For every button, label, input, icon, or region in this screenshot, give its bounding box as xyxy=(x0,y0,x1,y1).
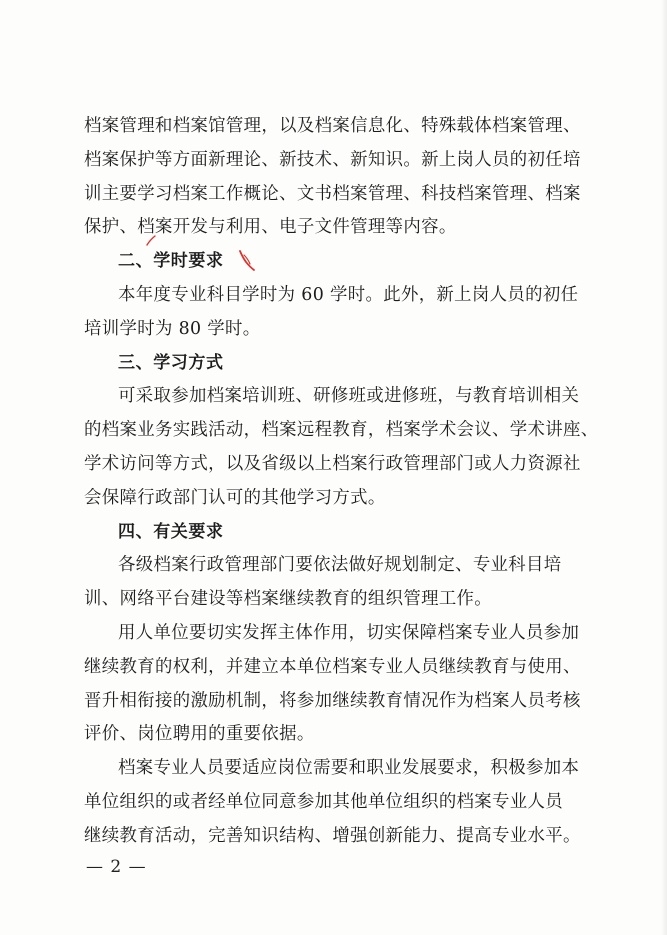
section-heading-hours: 二、学时要求 xyxy=(118,251,224,272)
paragraph-line: 保护、档案开发与利用、电子文件管理等内容。 xyxy=(84,217,457,238)
page-edge-shadow xyxy=(661,0,667,935)
paragraph-line: 档案管理和档案馆管理，以及档案信息化、特殊载体档案管理、 xyxy=(84,116,581,136)
paragraph-line: 评价、岗位聘用的重要依据。 xyxy=(84,724,315,745)
paragraph-line: 训主要学习档案工作概论、文书档案管理、科技档案管理、档案 xyxy=(84,183,581,204)
document-body xyxy=(84,110,599,854)
paragraph-line: 档案专业人员要适应岗位需要和职业发展要求，积极参加本 xyxy=(118,758,580,779)
paragraph-line: 学术访问等方式，以及省级以上档案行政管理部门或人力资源社 xyxy=(84,453,581,474)
paragraph-line: 各级档案行政管理部门要依法做好规划制定、专业科目培 xyxy=(118,555,562,576)
paragraph-line: 本年度专业科目学时为 60 学时。此外，新上岗人员的初任 xyxy=(118,284,579,305)
paragraph-line: 培训学时为 80 学时。 xyxy=(84,318,261,339)
paragraph-line: 用人单位要切实发挥主体作用，切实保障档案专业人员参加 xyxy=(118,622,580,643)
paragraph-line: 继续教育的权利，并建立本单位档案专业人员继续教育与使用、 xyxy=(84,656,581,677)
paragraph-line: 的档案业务实践活动，档案远程教育，档案学术会议、学术讲座、 xyxy=(84,420,599,441)
section-heading-requirements: 四、有关要求 xyxy=(118,521,224,542)
paragraph-line: 继续教育活动，完善知识结构、增强创新能力、提高专业水平。 xyxy=(84,825,581,846)
page-number: — 2 — xyxy=(86,857,147,877)
paragraph-line: 可采取参加档案培训班、研修班或进修班，与教育培训相关 xyxy=(118,386,580,407)
paragraph-line: 训、网络平台建设等档案继续教育的组织管理工作。 xyxy=(84,589,493,610)
paragraph-line: 档案保护等方面新理论、新技术、新知识。新上岗人员的初任培 xyxy=(84,149,581,170)
paragraph-line: 晋升相衔接的激励机制，将参加继续教育情况作为档案人员考核 xyxy=(84,690,581,711)
paragraph-line: 会保障行政部门认可的其他学习方式。 xyxy=(84,487,386,508)
paragraph-line: 单位组织的或者经单位同意参加其他单位组织的档案专业人员 xyxy=(84,791,563,812)
section-heading-methods: 三、学习方式 xyxy=(118,352,224,373)
